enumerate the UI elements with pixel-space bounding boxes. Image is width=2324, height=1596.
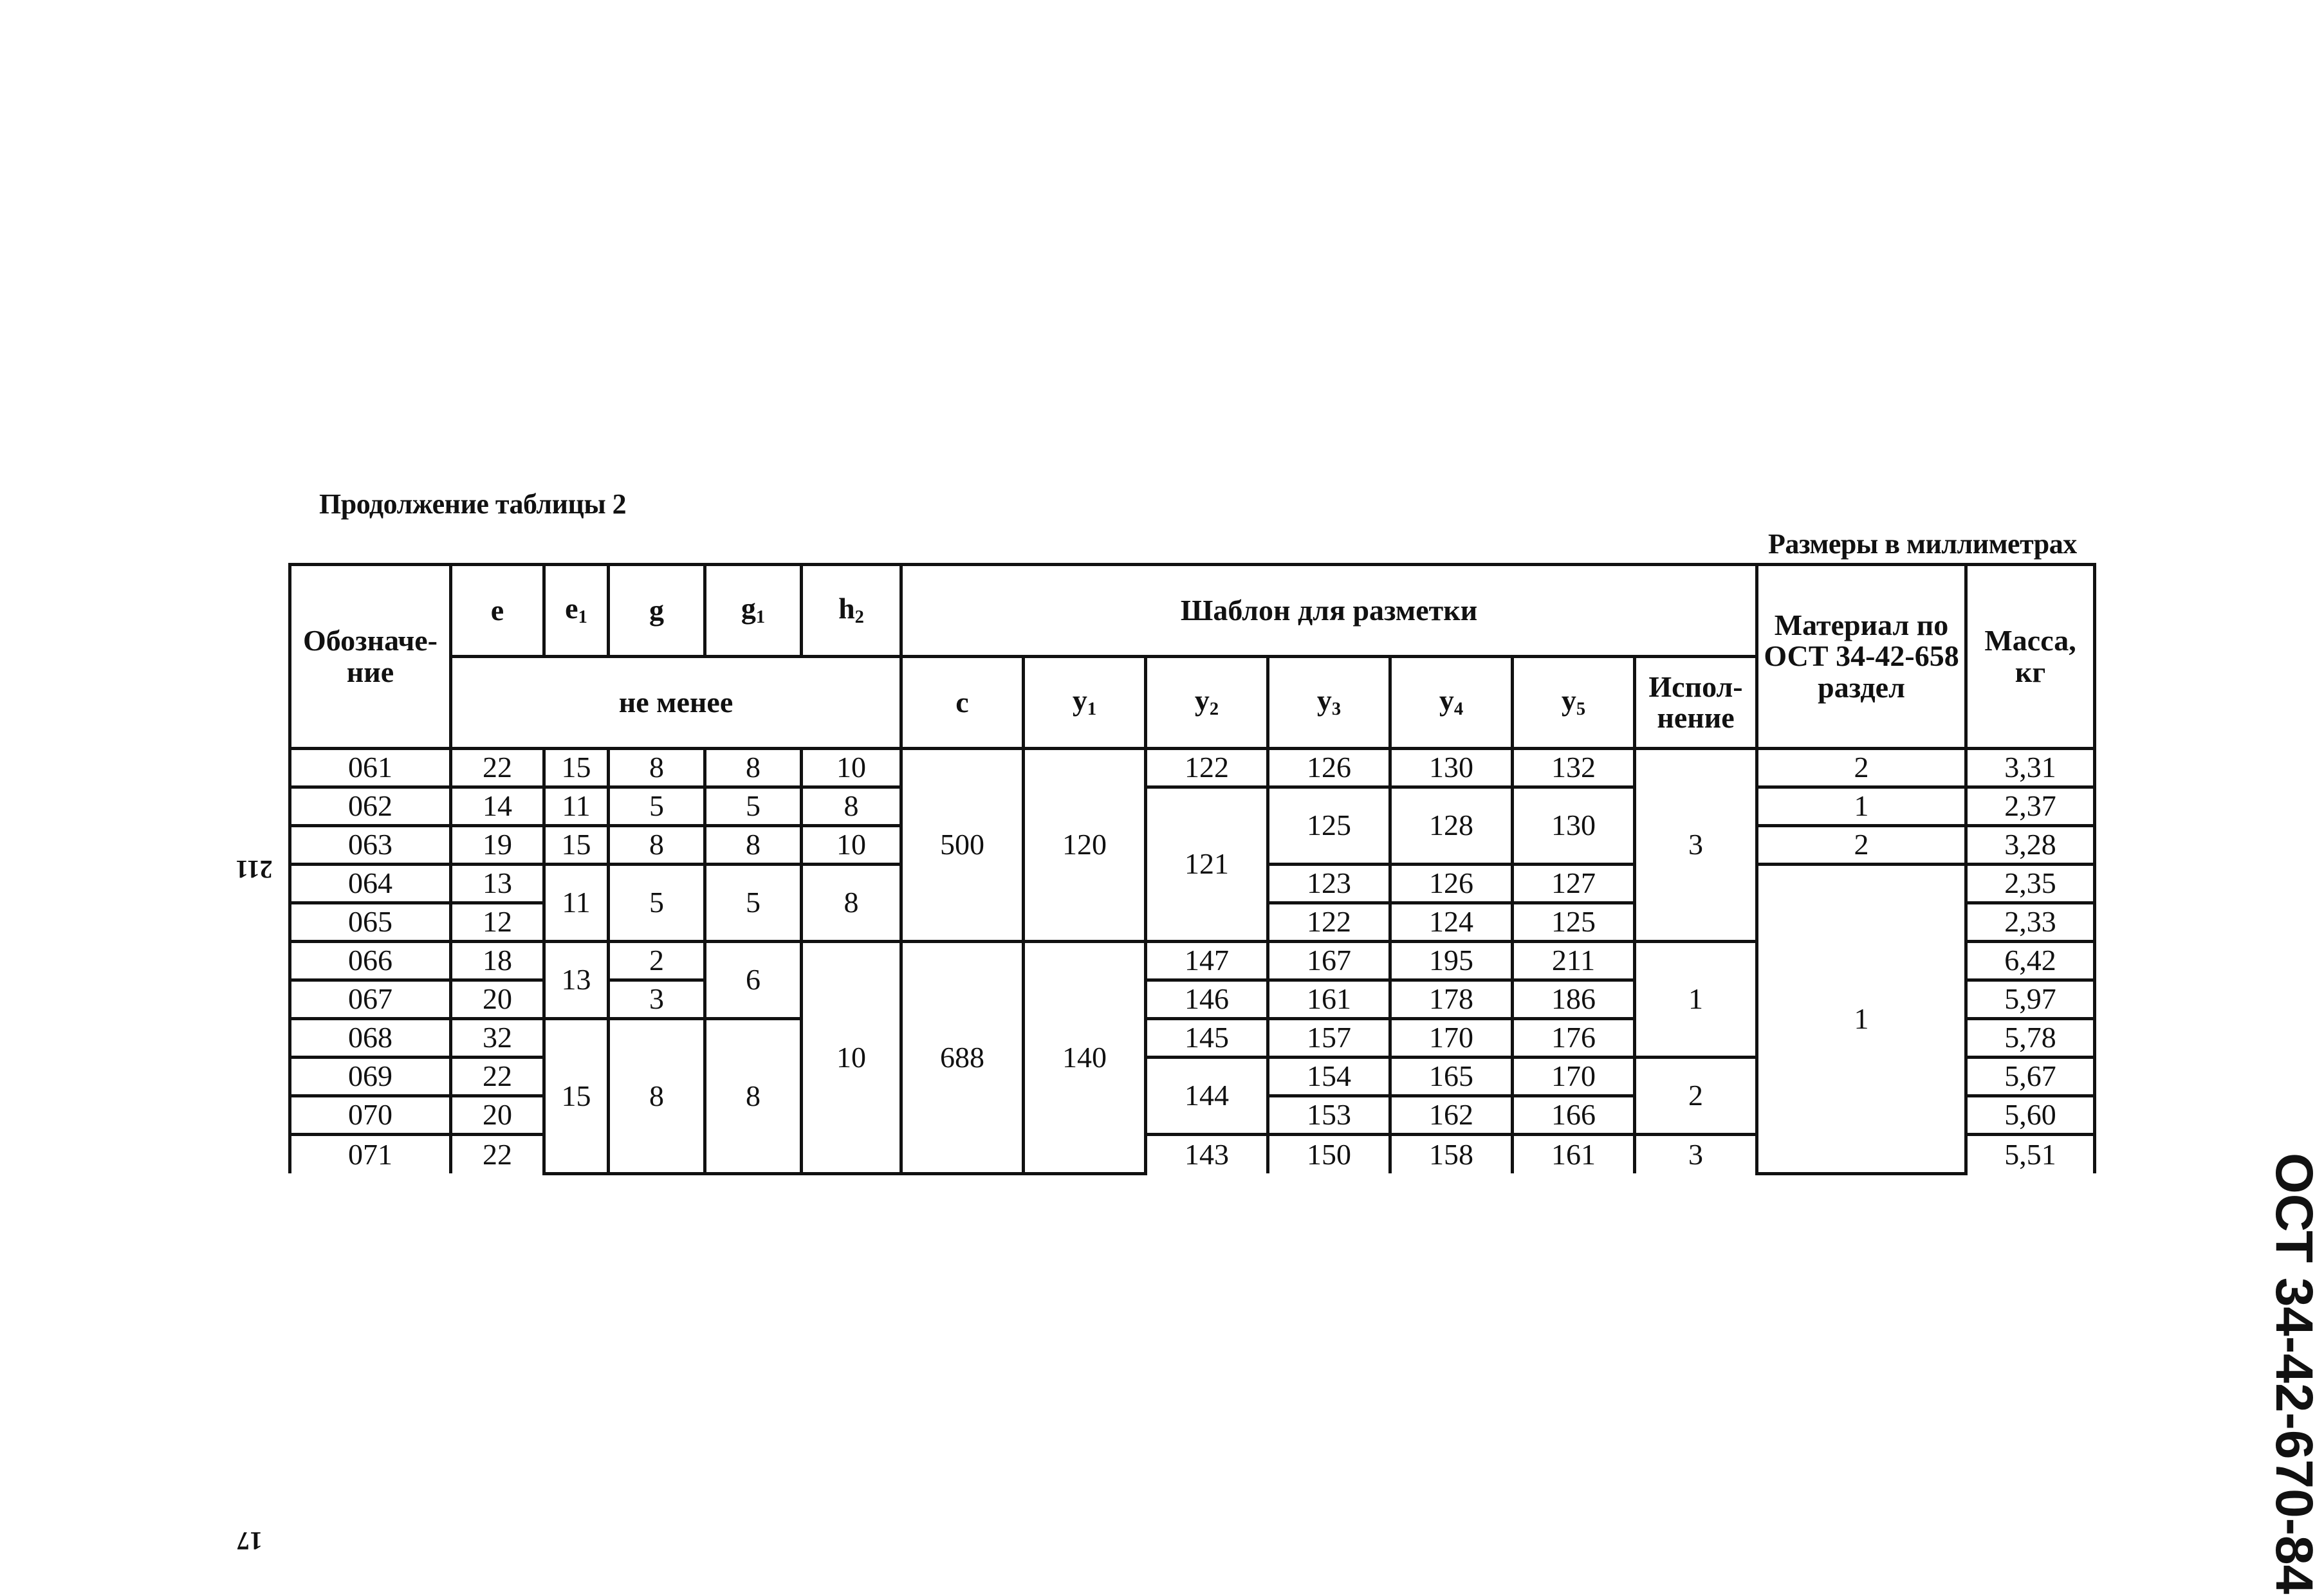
cell-mass: 5,51 bbox=[1966, 1135, 2095, 1174]
cell-g1: 6 bbox=[705, 942, 802, 1019]
cell-mass: 5,67 bbox=[1966, 1058, 2095, 1096]
cell-designation: 067 bbox=[290, 980, 451, 1019]
cell-e: 32 bbox=[451, 1019, 544, 1058]
cell-material: 1 bbox=[1757, 787, 1966, 826]
cell-y4: 165 bbox=[1390, 1058, 1513, 1096]
cell-mass: 3,31 bbox=[1966, 749, 2095, 787]
cell-designation: 065 bbox=[290, 903, 451, 942]
cell-y3: 167 bbox=[1268, 942, 1390, 980]
header-template: Шаблон для разметки bbox=[901, 565, 1757, 657]
cell-h2: 10 bbox=[802, 749, 901, 787]
cell-version: 3 bbox=[1635, 749, 1757, 942]
cell-y3: 123 bbox=[1268, 865, 1390, 903]
cell-mass: 5,97 bbox=[1966, 980, 2095, 1019]
cell-c: 500 bbox=[901, 749, 1024, 942]
header-y5: $y_5$ bbox=[1513, 657, 1635, 749]
cell-y3: 154 bbox=[1268, 1058, 1390, 1096]
cell-version: 2 bbox=[1635, 1058, 1757, 1135]
cell-mass: 6,42 bbox=[1966, 942, 2095, 980]
cell-y1: 120 bbox=[1024, 749, 1146, 942]
header-y4: $y_4$ bbox=[1390, 657, 1513, 749]
cell-y3: 153 bbox=[1268, 1096, 1390, 1135]
cell-y2: 143 bbox=[1146, 1135, 1268, 1174]
cell-y1: 140 bbox=[1024, 942, 1146, 1174]
header-c: c bbox=[901, 657, 1024, 749]
cell-y4: 162 bbox=[1390, 1096, 1513, 1135]
header-mass: Масса, кг bbox=[1966, 565, 2095, 749]
cell-material: 2 bbox=[1757, 826, 1966, 865]
cell-y3: 150 bbox=[1268, 1135, 1390, 1174]
cell-y2: 122 bbox=[1146, 749, 1268, 787]
document-code: ОСТ 34-42-670-84 bbox=[2265, 1153, 2323, 1595]
cell-y5: 211 bbox=[1513, 942, 1635, 980]
header-material: Материал по ОСТ 34-42-658 раздел bbox=[1757, 565, 1966, 749]
cell-e1: 15 bbox=[544, 1019, 609, 1174]
cell-version: 3 bbox=[1635, 1135, 1757, 1174]
cell-g1: 8 bbox=[705, 826, 802, 865]
cell-y2: 145 bbox=[1146, 1019, 1268, 1058]
cell-y4: 126 bbox=[1390, 865, 1513, 903]
cell-y2: 121 bbox=[1146, 787, 1268, 942]
cell-e: 22 bbox=[451, 1058, 544, 1096]
cell-h2: 10 bbox=[802, 942, 901, 1174]
cell-material: 1 bbox=[1757, 865, 1966, 1174]
cell-y5: 125 bbox=[1513, 903, 1635, 942]
cell-material: 2 bbox=[1757, 749, 1966, 787]
cell-e: 12 bbox=[451, 903, 544, 942]
cell-y4: 124 bbox=[1390, 903, 1513, 942]
cell-e1: 13 bbox=[544, 942, 609, 1019]
cell-designation: 064 bbox=[290, 865, 451, 903]
cell-y5: 186 bbox=[1513, 980, 1635, 1019]
dimensions-table bbox=[288, 563, 2096, 1175]
cell-g: 5 bbox=[609, 787, 705, 826]
cell-g: 8 bbox=[609, 749, 705, 787]
header-y3: $y_3$ bbox=[1268, 657, 1390, 749]
header-g: g bbox=[609, 565, 705, 657]
cell-e: 20 bbox=[451, 1096, 544, 1135]
header-y1: $y_1$ bbox=[1024, 657, 1146, 749]
cell-y2: 146 bbox=[1146, 980, 1268, 1019]
header-y2: $y_2$ bbox=[1146, 657, 1268, 749]
cell-designation: 063 bbox=[290, 826, 451, 865]
cell-h2: 10 bbox=[802, 826, 901, 865]
cell-e: 19 bbox=[451, 826, 544, 865]
cell-y5: 166 bbox=[1513, 1096, 1635, 1135]
cell-e: 22 bbox=[451, 749, 544, 787]
cell-e: 14 bbox=[451, 787, 544, 826]
cell-y4: 178 bbox=[1390, 980, 1513, 1019]
cell-y5: 176 bbox=[1513, 1019, 1635, 1058]
cell-y3: 161 bbox=[1268, 980, 1390, 1019]
cell-c: 688 bbox=[901, 942, 1024, 1174]
cell-mass: 5,60 bbox=[1966, 1096, 2095, 1135]
cell-e1: 15 bbox=[544, 749, 609, 787]
cell-e1: 11 bbox=[544, 865, 609, 942]
cell-y3: 125 bbox=[1268, 787, 1390, 865]
header-e1: $e_1$ bbox=[544, 565, 609, 657]
cell-designation: 066 bbox=[290, 942, 451, 980]
cell-mass: 5,78 bbox=[1966, 1019, 2095, 1058]
cell-g: 3 bbox=[609, 980, 705, 1019]
cell-e: 13 bbox=[451, 865, 544, 903]
cell-g1: 5 bbox=[705, 787, 802, 826]
bottom-page-number: 17 bbox=[237, 1527, 263, 1555]
cell-g1: 8 bbox=[705, 1019, 802, 1174]
cell-y2: 144 bbox=[1146, 1058, 1268, 1135]
cell-g1: 8 bbox=[705, 749, 802, 787]
cell-g: 8 bbox=[609, 826, 705, 865]
cell-mass: 2,33 bbox=[1966, 903, 2095, 942]
cell-designation: 069 bbox=[290, 1058, 451, 1096]
cell-g: 5 bbox=[609, 865, 705, 942]
cell-y3: 157 bbox=[1268, 1019, 1390, 1058]
cell-mass: 3,28 bbox=[1966, 826, 2095, 865]
cell-y5: 127 bbox=[1513, 865, 1635, 903]
cell-e: 22 bbox=[451, 1135, 544, 1174]
cell-y5: 130 bbox=[1513, 787, 1635, 865]
header-g1: $g_1$ bbox=[705, 565, 802, 657]
cell-e1: 15 bbox=[544, 826, 609, 865]
cell-designation: 061 bbox=[290, 749, 451, 787]
cell-y4: 170 bbox=[1390, 1019, 1513, 1058]
cell-g: 8 bbox=[609, 1019, 705, 1174]
cell-y5: 170 bbox=[1513, 1058, 1635, 1096]
header-e: e bbox=[451, 565, 544, 657]
cell-y3: 126 bbox=[1268, 749, 1390, 787]
cell-y5: 132 bbox=[1513, 749, 1635, 787]
units-note: Размеры в миллиметрах bbox=[1768, 528, 2077, 560]
cell-designation: 070 bbox=[290, 1096, 451, 1135]
cell-g1: 5 bbox=[705, 865, 802, 942]
cell-designation: 068 bbox=[290, 1019, 451, 1058]
cell-y4: 128 bbox=[1390, 787, 1513, 865]
cell-h2: 8 bbox=[802, 865, 901, 942]
cell-version: 1 bbox=[1635, 942, 1757, 1058]
cell-y2: 147 bbox=[1146, 942, 1268, 980]
cell-e: 20 bbox=[451, 980, 544, 1019]
cell-mass: 2,37 bbox=[1966, 787, 2095, 826]
cell-y4: 158 bbox=[1390, 1135, 1513, 1174]
header-designation: Обозначе-ние bbox=[290, 565, 451, 749]
side-page-number: 211 bbox=[235, 855, 273, 884]
cell-mass: 2,35 bbox=[1966, 865, 2095, 903]
table-caption: Продолжение таблицы 2 bbox=[319, 488, 627, 520]
header-version: Испол-нение bbox=[1635, 657, 1757, 749]
cell-y4: 195 bbox=[1390, 942, 1513, 980]
cell-designation: 071 bbox=[290, 1135, 451, 1174]
cell-designation: 062 bbox=[290, 787, 451, 826]
cell-y5: 161 bbox=[1513, 1135, 1635, 1174]
cell-g: 2 bbox=[609, 942, 705, 980]
cell-h2: 8 bbox=[802, 787, 901, 826]
cell-y3: 122 bbox=[1268, 903, 1390, 942]
cell-e: 18 bbox=[451, 942, 544, 980]
table-row bbox=[290, 787, 2095, 826]
cell-y4: 130 bbox=[1390, 749, 1513, 787]
header-not-less: не менее bbox=[451, 657, 901, 749]
header-h2: $h_2$ bbox=[802, 565, 901, 657]
cell-e1: 11 bbox=[544, 787, 609, 826]
table-row bbox=[290, 749, 2095, 787]
